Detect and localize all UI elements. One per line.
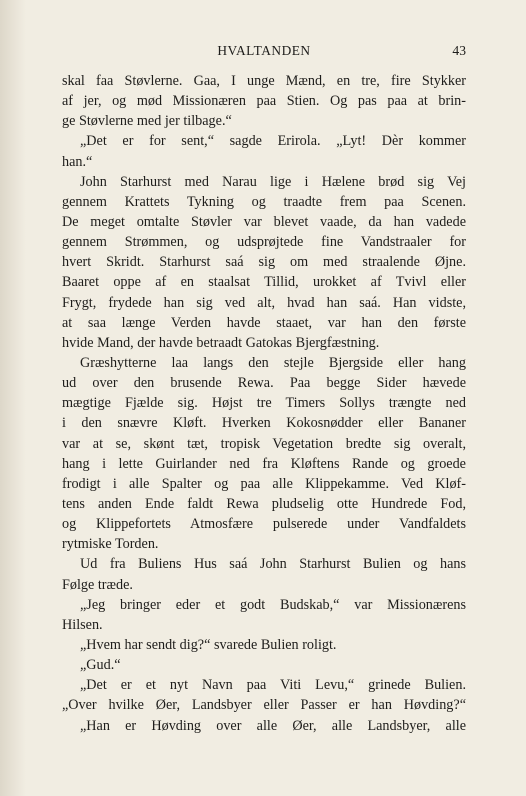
- text-line: var at se, skønt tæt, tropisk Vegetation bredte sig overalt,: [62, 435, 466, 452]
- text-line: hvide Mand, der havde betraadt Gatokas Bjergfæstning.: [62, 334, 380, 351]
- text-line: tens anden Ende faldt Rewa pludselig otte Hundrede Fod,: [62, 495, 466, 512]
- text-line: Græshytterne laa langs den stejle Bjergside eller hang: [80, 354, 466, 371]
- running-title: HVALTANDEN: [217, 43, 311, 58]
- text-line: „Over hvilke Øer, Landsbyer eller Passer er han Høvding?“: [62, 697, 466, 714]
- text-line: gennem Strømmen, og udsprøjtede fine Vandstraaler for: [62, 234, 466, 251]
- text-line: De meget omtalte Støvler var blevet vaade, da han vadede: [62, 213, 466, 230]
- text-line: frodigt i alle Spalter og paa alle Klippekamme. Ved Kløf-: [62, 475, 466, 492]
- text-line: og Klippefortets Atmosfære pulserede under Vandfaldets: [62, 516, 466, 533]
- text-line: mægtige Fjælde sig. Højst tre Timers Sollys trængte ned: [62, 395, 466, 412]
- running-header: [62, 43, 466, 63]
- text-line: at saa længe Verden havde staaet, var han den første: [62, 314, 466, 331]
- text-line: Frygt, frydede han sig ved alt, hvad han saá. Han vidste,: [62, 294, 466, 311]
- text-line: „Jeg bringer eder et godt Budskab,“ var Missionærens: [80, 596, 466, 613]
- text-line: hang i lette Guirlander ned fra Kløftens Rande og groede: [62, 455, 466, 472]
- text-line: ge Støvlerne med jer tilbage.“: [62, 113, 232, 130]
- text-line: „Hvem har sendt dig?“ svarede Bulien roligt.: [80, 636, 337, 653]
- text-line: rytmiske Torden.: [62, 536, 159, 553]
- text-line: „Han er Høvding over alle Øer, alle Landsbyer, alle: [80, 717, 466, 734]
- text-line: „Gud.“: [80, 657, 121, 674]
- text-line: Hilsen.: [62, 616, 103, 633]
- text-line: ud over den brusende Rewa. Paa begge Sider hævede: [62, 375, 466, 392]
- text-line: gennem Krattets Tykning og traadte frem paa Scenen.: [62, 193, 466, 210]
- body-text: [62, 71, 466, 736]
- text-line: Følge træde.: [62, 576, 133, 593]
- text-line: „Det er et nyt Navn paa Viti Levu,“ grinede Bulien.: [80, 677, 466, 694]
- text-line: „Det er for sent,“ sagde Erirola. „Lyt! Dèr kommer: [80, 133, 466, 150]
- text-line: hvert Skridt. Starhurst saá sig om med straalende Øjne.: [62, 254, 466, 271]
- text-line: han.“: [62, 153, 93, 170]
- text-line: skal faa Støvlerne. Gaa, I unge Mænd, en tre, fire Stykker: [62, 73, 466, 89]
- text-line: i den snævre Kløft. Hverken Kokosnødder eller Bananer: [62, 415, 466, 432]
- binding-shadow: [0, 0, 26, 796]
- page-number: 43: [452, 43, 466, 58]
- text-line: Baaret oppe af en staalsat Tillid, urokket af Tvivl eller: [62, 274, 466, 291]
- text-line: Ud fra Buliens Hus saá John Starhurst Bulien og hans: [80, 556, 466, 573]
- text-line: John Starhurst med Narau lige i Hælene brød sig Vej: [80, 173, 466, 190]
- text-line: af jer, og mød Missionæren paa Stien. Og pas paa at brin-: [62, 93, 466, 110]
